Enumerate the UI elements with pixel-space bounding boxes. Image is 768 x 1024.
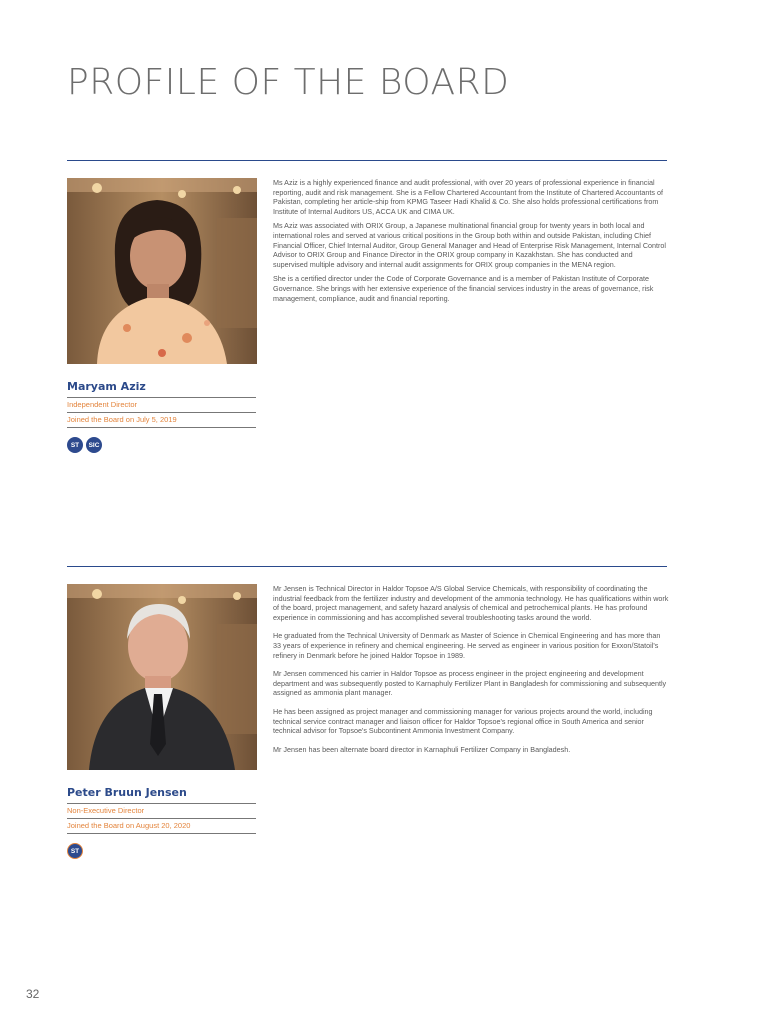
committee-badge-sic: SIC	[86, 437, 102, 453]
divider	[67, 427, 256, 428]
committee-badge-st: ST	[67, 843, 83, 859]
bio-paragraph: He has been assigned as project manager and commissioning manager for various projects around the world, including technical service contract manager and liaison officer for Haldor Topsoe's regional office in South America and senior technical advisor for Topsoe's Subcontinent Ammonia Investment Company.	[273, 706, 653, 736]
bio-paragraph: Mr Jensen is Technical Director in Haldor Topsoe A/S Global Service Chemicals, with responsibility of coordinating the industrial feedback from the fertilizer industry and development of the ammonia technology. He has qualifications within work of the board, project management, and safety hazard analysis of chemical and petrochemical plants. He has profound experience in commissioning and has accomplished several troubleshooting tasks around the world.	[273, 584, 669, 622]
section-divider	[67, 566, 667, 567]
bio-paragraph: Mr Jensen commenced his carrier in Haldor Topsoe as process engineer in the project engineering and development department and was subsequently posted to Karnaphuly Fertilizer Plant in Bangladesh for commissioning and subsequently assigned as ammonia plant manager.	[273, 669, 667, 698]
section-divider	[67, 160, 667, 161]
committee-badge-st: ST	[67, 437, 83, 453]
joined-date: Joined the Board on August 20, 2020	[67, 821, 191, 830]
bio-paragraph: He graduated from the Technical University of Denmark as Master of Science in Chemical Engineering and has more than 33 years of experience in refinery and chemical engineering. He served as engineer in various position for Exxon/Statoil's refinery in Denmark before he joined Haldor Topsoe in 1989.	[273, 631, 661, 660]
director-biography	[273, 178, 669, 308]
profile-maryam-aziz	[67, 178, 667, 468]
portrait-photo	[67, 178, 257, 364]
director-name: Peter Bruun Jensen	[67, 786, 187, 799]
bio-paragraph: Ms Aziz was associated with ORIX Group, a Japanese multinational financial group for twenty years in both local and international roles and served at various critical positions in the Group both within and outside Pakistan, including Chief Financial Officer, Chief Internal Auditor, Group General Manager and Head of Enterprise Risk Management, Internal Control Advisor to ORIX Group and Finance Director in the ORIX group company in Kazakhstan. She has conducted and supervised multiple advisory and internal audit assignments for ORIX group companies in the MENA region.	[273, 221, 666, 269]
committee-badges	[67, 437, 102, 453]
page-title: PROFILE OF THE BOARD	[67, 62, 510, 103]
divider	[67, 412, 256, 413]
page-number: 32	[26, 987, 40, 1001]
joined-date: Joined the Board on July 5, 2019	[67, 415, 177, 424]
director-role: Non-Executive Director	[67, 806, 145, 815]
divider	[67, 833, 256, 834]
profile-peter-bruun-jensen	[67, 584, 667, 874]
director-name: Maryam Aziz	[67, 380, 146, 393]
portrait-photo	[67, 584, 257, 770]
bio-paragraph: She is a certified director under the Code of Corporate Governance and is a member of Pakistan Institute of Corporate Governance. She brings with her extensive experience of the financial services industry in the areas of governance, risk management, compliance, audit and financial reporting.	[273, 274, 654, 303]
committee-badges	[67, 843, 83, 859]
director-role: Independent Director	[67, 400, 138, 409]
divider	[67, 818, 256, 819]
bio-paragraph: Ms Aziz is a highly experienced finance and audit professional, with over 20 years of professional experience in financial reporting, audit and risk management. She is a Fellow Chartered Accountant from the Institute of Chartered Accountants of Pakistan, completing her article-ship from KPMG Taseer Hadi Khalid & Co. She also holds professional certifications from Institute of Internal Auditors US, ACCA UK and CIMA UK.	[273, 178, 663, 216]
divider	[67, 397, 256, 398]
bio-paragraph: Mr Jensen has been alternate board director in Karnaphuli Fertilizer Company in Bangladesh.	[273, 744, 571, 754]
director-biography	[273, 584, 669, 763]
divider	[67, 803, 256, 804]
